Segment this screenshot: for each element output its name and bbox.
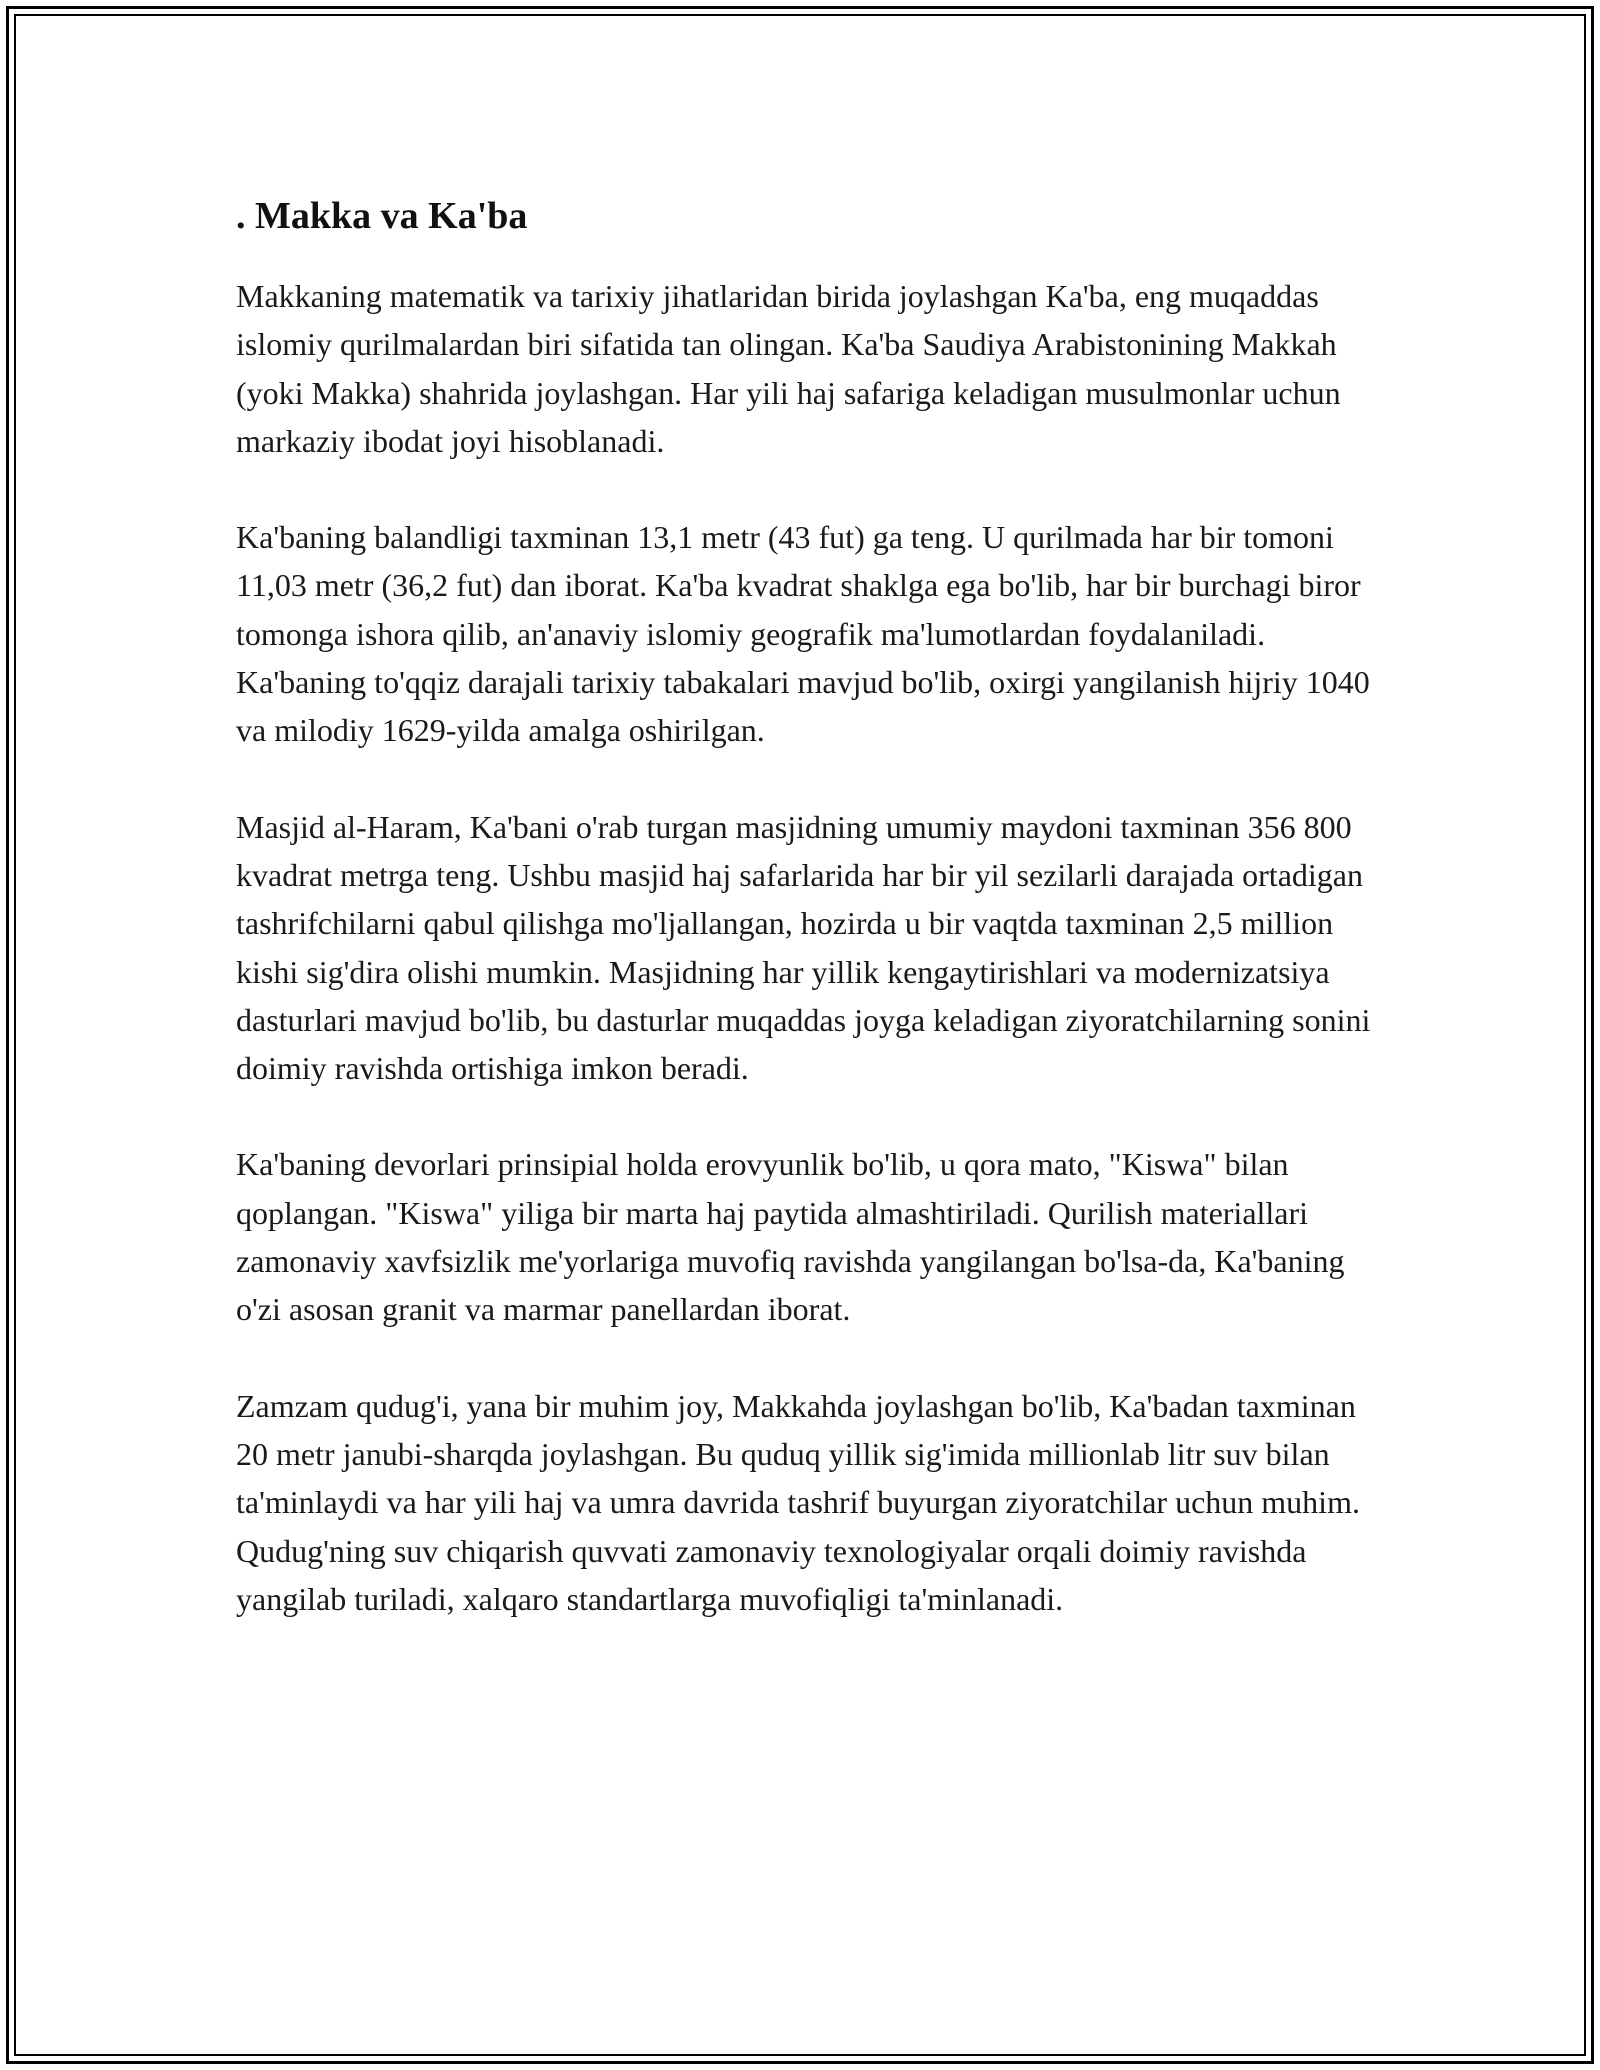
paragraph-masjid-al-haram: Masjid al-Haram, Ka'bani o'rab turgan masjidning umumiy maydoni taxminan 356 800 kvadrat metrga teng. Ushbu masjid haj safarlarida har bir yil sezilarli darajada ortadigan tashrifchilarni qabul qilishga mo'ljallangan, hozirda u bir vaqtda taxminan 2,5 million kishi sig'dira olishi mumkin. Masjidning har yillik kengaytirishlari va modernizatsiya dasturlari mavjud bo'lib, bu dasturlar muqaddas joyga keladigan ziyoratchilarning sonini doimiy ravishda ortishiga imkon beradi. xyxy=(236,808,1371,1087)
document-title: . Makka va Ka'ba xyxy=(236,195,528,237)
paragraph-kaaba-dimensions: Ka'baning balandligi taxminan 13,1 metr (43 fut) ga teng. U qurilmada har bir tomoni 11,03 metr (36,2 fut) dan iborat. Ka'ba kvadrat shaklga ega bo'lib, har bir burchagi biror tomonga ishora qilib, an'anaviy islomiy geografik ma'lumotlardan foydalaniladi. Ka'baning to'qqiz darajali tarixiy tabakalari mavjud bo'lib, oxirgi yangilanish hijriy 1040 va milodiy 1629-yilda amalga oshirilgan. xyxy=(236,519,1370,749)
document-body xyxy=(236,188,1376,1623)
paragraph-kaaba-intro: Makkaning matematik va tarixiy jihatlaridan birida joylashgan Ka'ba, eng muqaddas islomiy qurilmalardan biri sifatida tan olingan. Ka'ba Saudiya Arabistonining Makkah (yoki Makka) shahrida joylashgan. Har yili haj safariga keladigan musulmonlar uchun markaziy ibodat joyi hisoblanadi. xyxy=(236,278,1341,459)
paragraph-zamzam-well: Zamzam qudug'i, yana bir muhim joy, Makkahda joylashgan bo'lib, Ka'badan taxminan 20 metr janubi-sharqda joylashgan. Bu quduq yillik sig'imida millionlab litr suv bilan ta'minlaydi va har yili haj va umra davrida tashrif buyurgan ziyoratchilar uchun muhim. Qudug'ning suv chiqarish quvvati zamonaviy texnologiyalar orqali doimiy ravishda yangilab turiladi, xalqaro standartlarga muvofiqligi ta'minlanadi. xyxy=(236,1387,1360,1617)
paragraph-kaaba-walls-kiswa: Ka'baning devorlari prinsipial holda erovyunlik bo'lib, u qora mato, "Kiswa" bilan qoplangan. "Kiswa" yiliga bir marta haj paytida almashtiriladi. Qurilish materiallari zamonaviy xavfsizlik me'yorlariga muvofiq ravishda yangilangan bo'lsa-da, Ka'baning o'zi asosan granit va marmar panellardan iborat. xyxy=(236,1146,1345,1328)
